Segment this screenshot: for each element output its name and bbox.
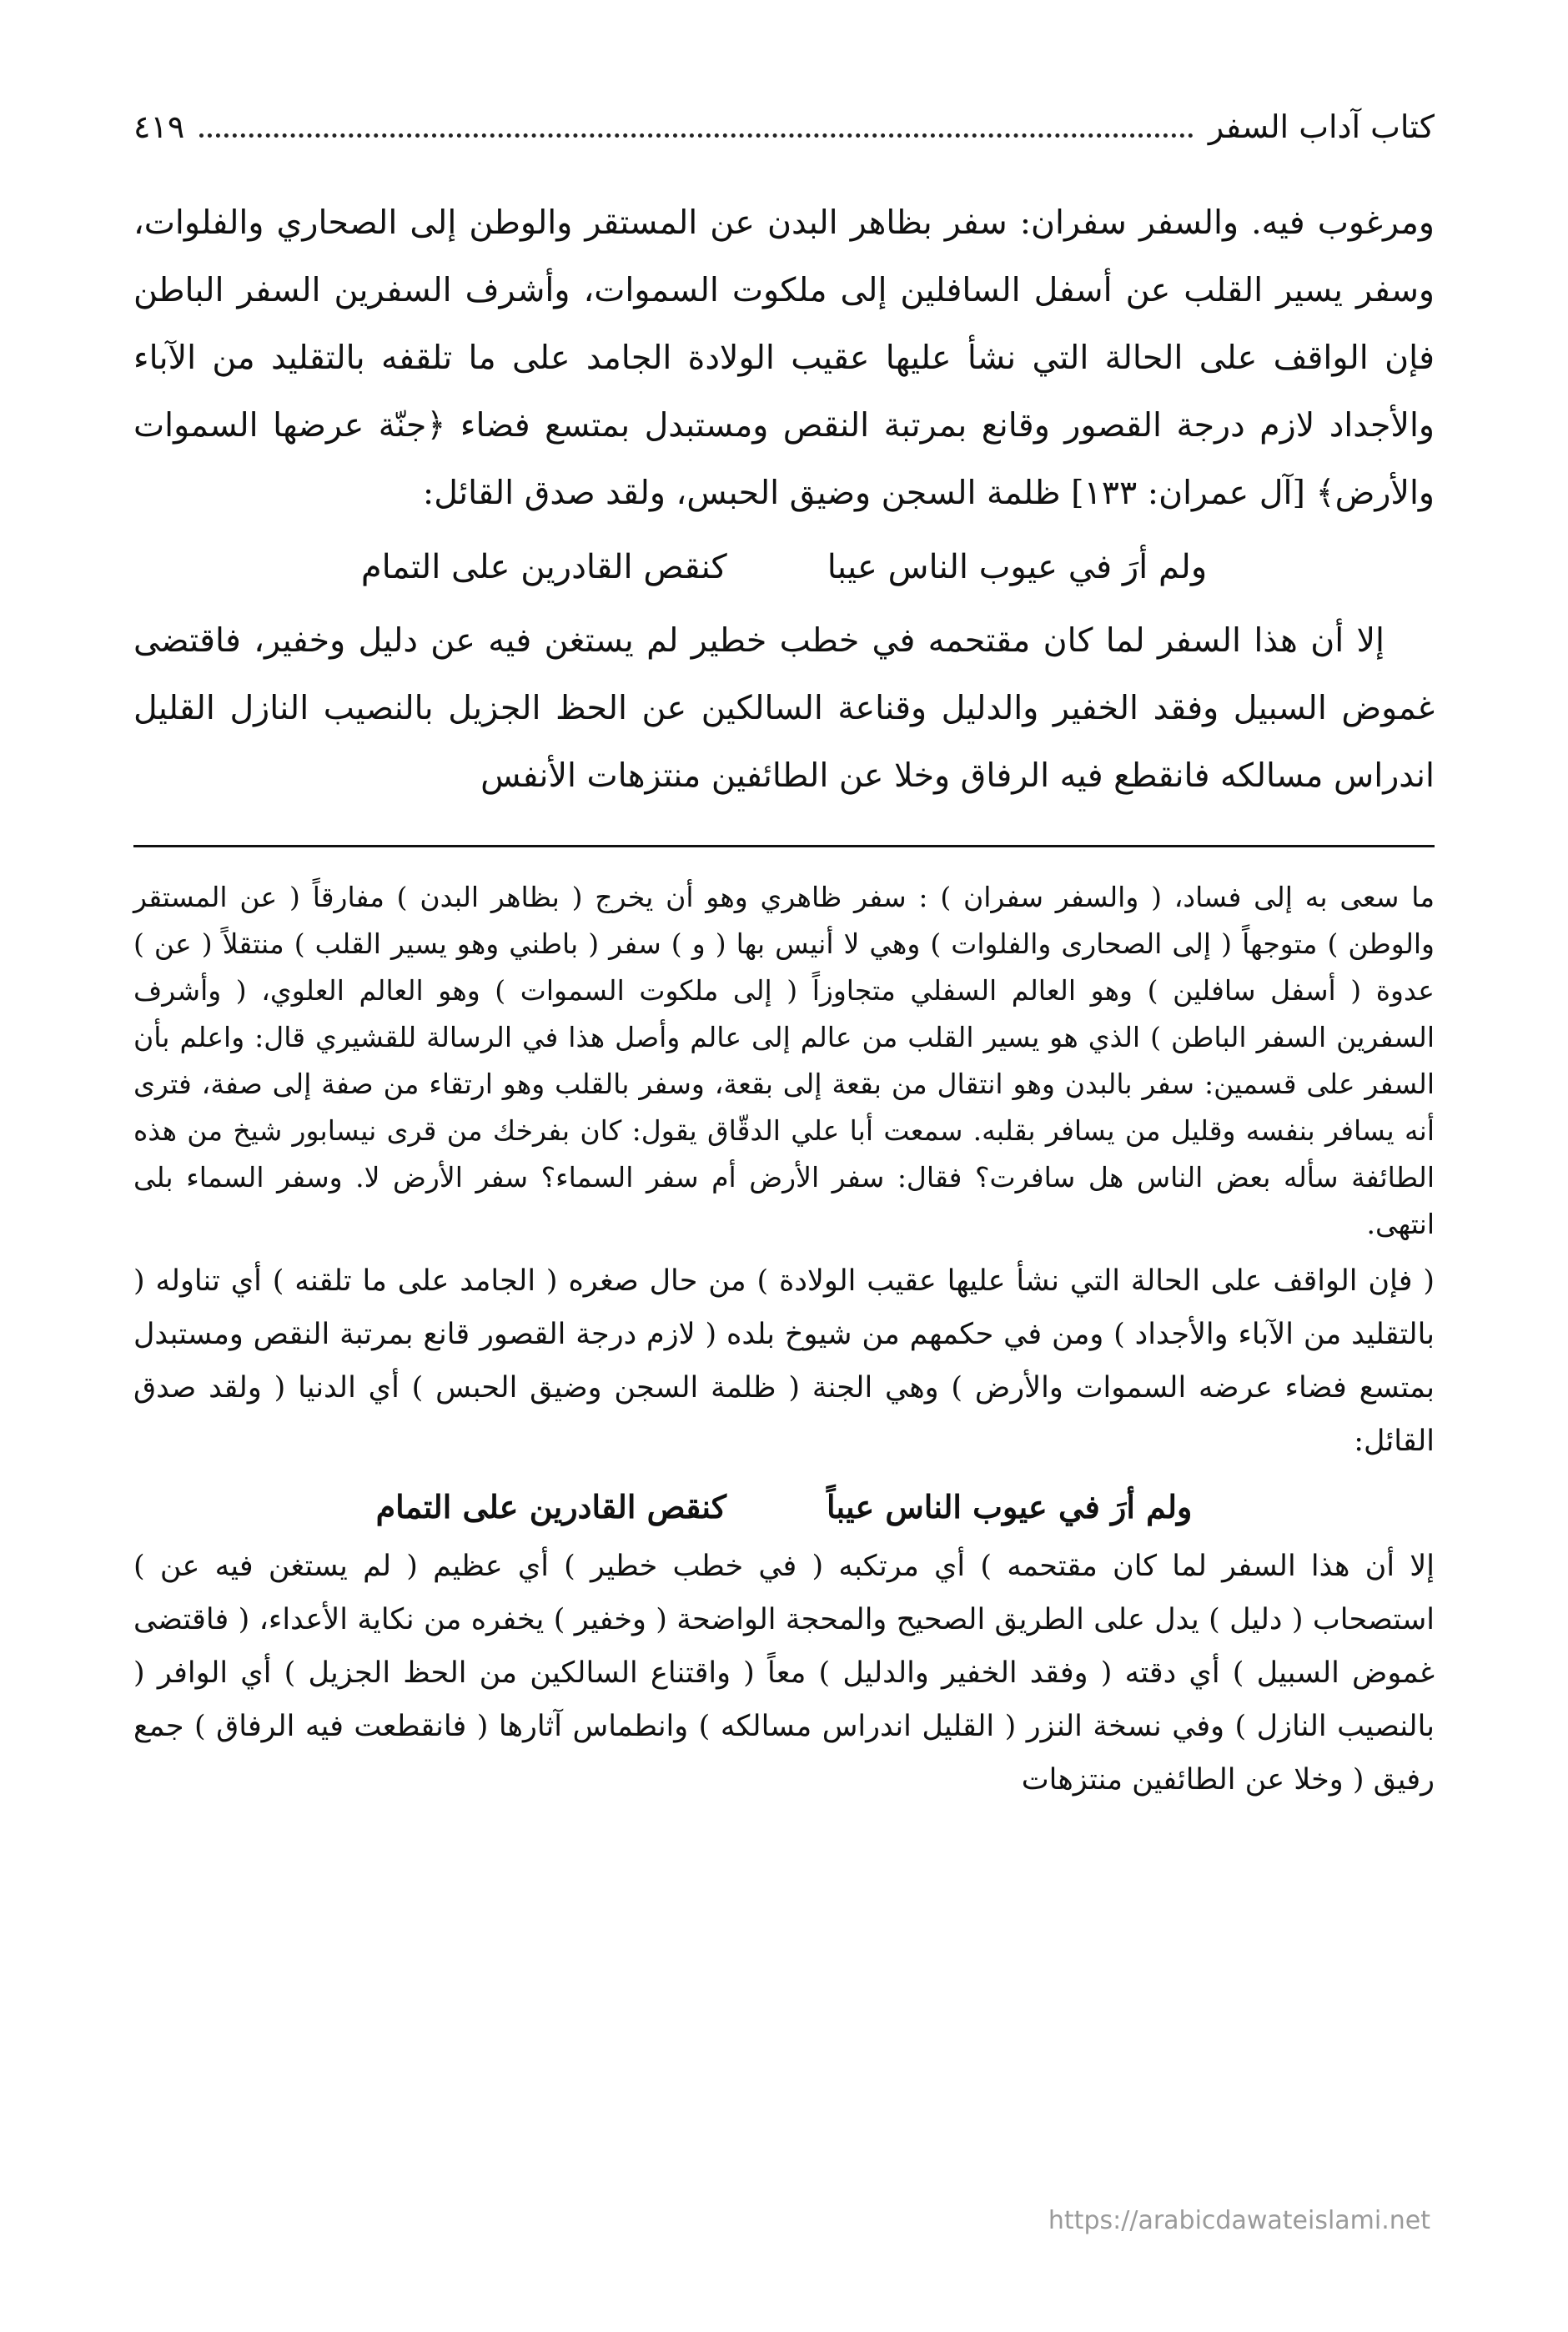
running-header (133, 108, 1435, 146)
main-paragraph-2: إلا أن هذا السفر لما كان مقتحمه في خطب خطير لم يستغن فيه عن دليل وخفير، فاقتضى غموض السبيل وفقد الخفير والدليل وقناعة السالكين عن الحظ الجزيل بالنصيب النازل القليل اندراس مسالكه فانقطع فيه الرفاق وخلا عن الطائفين منتزهات الأنفس (133, 621, 1435, 795)
book-page (133, 108, 1435, 1813)
commentary-paragraph-1: ما سعى به إلى فساد، ( والسفر سفران ) : سفر ظاهري وهو أن يخرج ( بظاهر البدن ) مفارقاً ( عن المستقر والوطن ) متوجهاً ( إلى الصحارى والفلوات ) وهي لا أنيس بها ( و ) سفر ( باطني وهو يسير القلب ) منتقلاً ( عن ) عدوة ( أسفل سافلين ) وهو العالم السفلي متجاوزاً ( إلى ملكوت السموات ) وهو العالم العلوي، ( وأشرف السفرين السفر الباطن ) الذي هو يسير القلب من عالم إلى عالم وأصل هذا في الرسالة للقشيري قال: واعلم بأن السفر على قسمين: سفر بالبدن وهو انتقال من بقعة إلى بقعة، وسفر بالقلب وهو ارتقاء من صفة إلى صفة، فترى أنه يسافر بنفسه وقليل من يسافر بقلبه. سمعت أبا علي الدقّاق يقول: كان بفرخك من قرى نيسابور شيخ من هذه الطائفة سأله بعض الناس هل سافرت؟ فقال: سفر الأرض أم سفر السماء؟ سفر الأرض لا. وسفر السماء بلى انتهى. (133, 881, 1435, 1240)
main-text (133, 189, 1435, 810)
commentary-verse-second: كنقص القادرين على التمام (375, 1488, 726, 1525)
commentary-section (133, 874, 1435, 1807)
commentary-verse-first: ولم أرَ في عيوب الناس عيباً (826, 1488, 1193, 1525)
page-number: ٤١٩ (133, 108, 185, 145)
chapter-title: كتاب آداب السفر (1208, 108, 1435, 145)
commentary-paragraph-3: إلا أن هذا السفر لما كان مقتحمه ) أي مرتكبه ( في خطب خطير ) أي عظيم ( لم يستغن فيه عن ) استصحاب ( دليل ) يدل على الطريق الصحيح والمحجة الواضحة ( وخفير ) يخفره من نكاية الأعداء، ( فاقتضى غموض السبيل ) أي دقته ( وفقد الخفير والدليل ) معاً ( واقتناع السالكين من الحظ الجزيل ) أي الوافر ( بالنصيب النازل ) وفي نسخة النزر ( القليل اندراس مسالكه ) وانطماس آثارها ( فانقطعت فيه الرفاق ) جمع رفيق ( وخلا عن الطائفين منتزهات (133, 1550, 1435, 1797)
poetry-verse (133, 527, 1435, 607)
main-paragraph-1: ومرغوب فيه. والسفر سفران: سفر بظاهر البدن عن المستقر والوطن إلى الصحاري والفلوات، وسفر يسير القلب عن أسفل السافلين إلى ملكوت السموات، وأشرف السفرين السفر الباطن فإن الواقف على الحالة التي نشأ عليها عقيب الولادة الجامد على ما تلقفه بالتقليد من الآباء والأجداد لازم درجة القصور وقانع بمرتبة النقص ومستبدل بمتسع فضاء ﴿جنّة عرضها السموات والأرض﴾ [آل عمران: ١٣٣] ظلمة السجن وضيق الحبس، ولقد صدق القائل: (133, 204, 1435, 512)
verse-second-hemistich: كنقص القادرين على التمام (360, 548, 727, 586)
commentary-paragraph-2: ( فإن الواقف على الحالة التي نشأ عليها عقيب الولادة ) من حال صغره ( الجامد على ما تلقنه ) أي تناوله ( بالتقليد من الآباء والأجداد ) ومن في حكمهم من شيوخ بلده ( لازم درجة القصور قانع بمرتبة النقص ومستبدل بمتسع فضاء عرضه السموات والأرض ) وهي الجنة ( ظلمة السجن وضيق الحبس ) أي الدنيا ( ولقد صدق القائل: (133, 1264, 1435, 1458)
watermark-url: https://arabicdawateislami.net (1048, 2206, 1430, 2235)
verse-first-hemistich: ولم أرَ في عيوب الناس عيبا (827, 548, 1208, 586)
commentary-verse (133, 1475, 1435, 1540)
separator-rule (133, 845, 1435, 847)
leader-dots (199, 133, 1194, 138)
